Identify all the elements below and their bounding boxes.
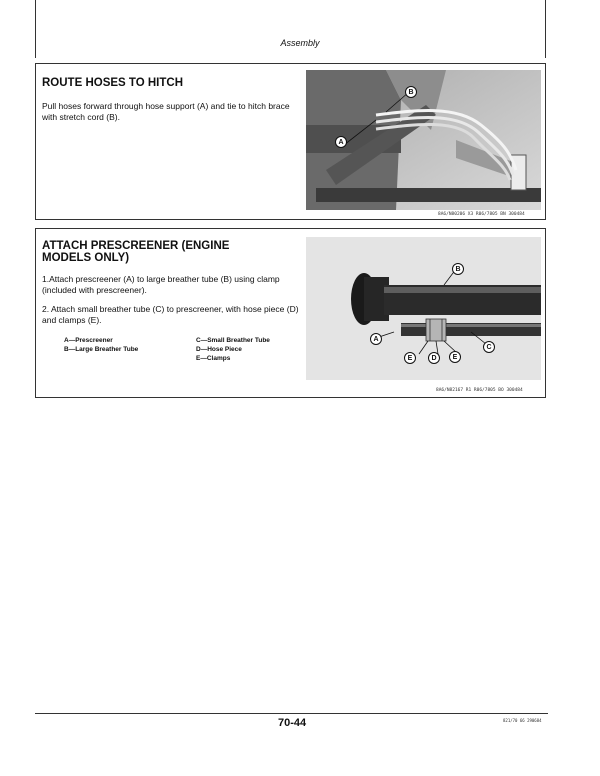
- callout-b: B: [452, 263, 464, 275]
- step-instruction-2: 2. Attach small breather tube (C) to prescreener, with hose piece (D) and clamps (E).: [42, 304, 299, 325]
- legend-item-prescreener: A—Prescreener: [64, 337, 113, 344]
- frame-right-rule: [545, 0, 546, 58]
- frame-left-rule: [35, 0, 36, 58]
- step-title: ROUTE HOSES TO HITCH: [42, 77, 183, 89]
- callout-a: A: [370, 333, 382, 345]
- hitch-hoses-photo: [306, 70, 541, 210]
- callout-b: B: [405, 86, 417, 98]
- callout-a: A: [335, 136, 347, 148]
- callout-e-right: E: [449, 351, 461, 363]
- callout-e-left: E: [404, 352, 416, 364]
- step-instruction-1: 1.Attach prescreener (A) to large breather tube (B) using clamp (included with prescreener).: [42, 274, 280, 295]
- footer-rule: [35, 713, 548, 714]
- legend-item-hose-piece: D—Hose Piece: [196, 346, 242, 353]
- legend-item-clamps: E—Clamps: [196, 355, 231, 362]
- legend-left: [64, 336, 138, 354]
- step-title-line2: MODELS ONLY): [42, 252, 130, 264]
- legend-right: [196, 336, 270, 363]
- step-title-line1: ATTACH PRESCREENER (ENGINE: [42, 240, 230, 252]
- page-number: 70-44: [278, 717, 307, 729]
- section-title: Assembly: [280, 38, 320, 48]
- prescreener-photo: [306, 237, 541, 380]
- legend-item-large-breather-tube: B—Large Breather Tube: [64, 346, 139, 353]
- photo-caption: 8A6/N80206 X3 R06/7805 BN 300484: [438, 212, 525, 217]
- step-route-hoses: [35, 63, 546, 220]
- callout-d: D: [428, 352, 440, 364]
- footer-code: 821/70 66 290684: [503, 718, 542, 723]
- step-attach-prescreener: [35, 228, 546, 398]
- legend-item-small-breather-tube: C—Small Breather Tube: [196, 337, 270, 344]
- photo-caption: 8A6/N82167 R1 R06/7805 BO 300484: [436, 388, 523, 393]
- callout-c: C: [483, 341, 495, 353]
- prescreener-illustration: [306, 237, 541, 380]
- step-instructions: Pull hoses forward through hose support (A) and tie to hitch brace with stretch cord (B).: [42, 101, 290, 122]
